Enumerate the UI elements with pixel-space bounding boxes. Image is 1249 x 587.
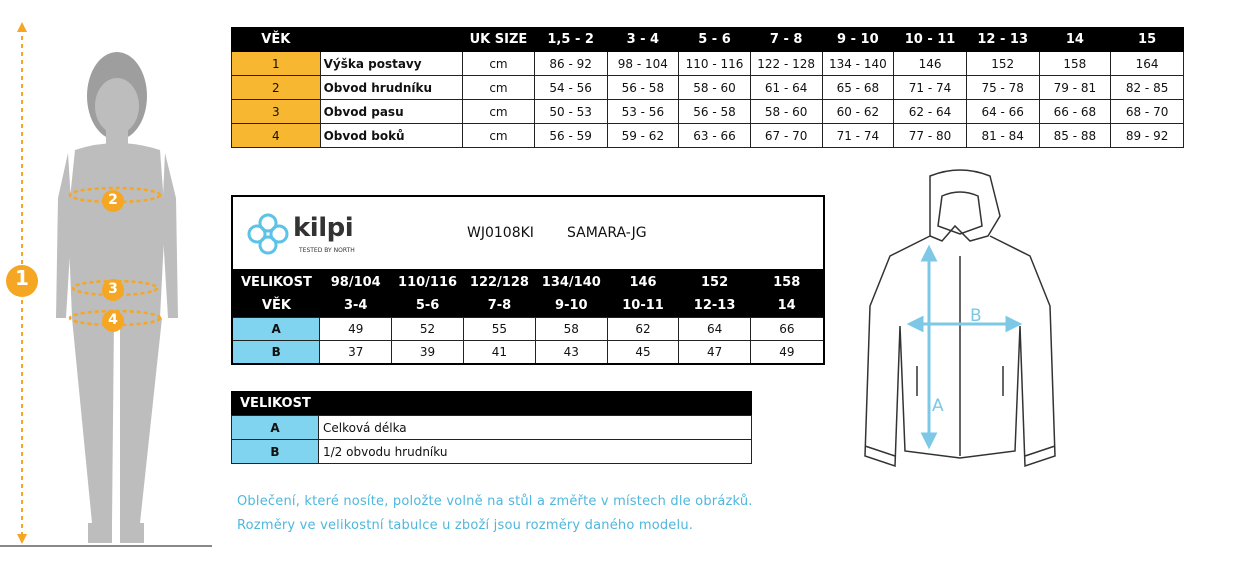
table-row: B 37 39 41 43 45 47 49: [232, 341, 824, 365]
note-line-1: Oblečení, které nosíte, položte volně na stůl a změřte v místech dle obrázků.: [237, 494, 753, 509]
legend-title: VELIKOST: [232, 392, 752, 416]
product-header: [231, 195, 825, 271]
product-code: WJ0108KI: [467, 225, 534, 241]
header-uk-size: UK SIZE: [463, 28, 535, 52]
table-row: 3 Obvod pasu cm 50 - 53 53 - 56 56 - 58 58 - 60 60 - 62 62 - 64 64 - 66 66 - 68 68 - 70: [232, 100, 1184, 124]
jacket-illustration: [860, 166, 1060, 478]
jacket-label-b: B: [970, 306, 982, 326]
legend-table: [231, 391, 752, 464]
marker-3: 3: [108, 281, 118, 297]
velikost-label: VELIKOST: [232, 270, 320, 294]
brand-name: kilpi: [293, 213, 354, 243]
marker-1: 1: [15, 266, 29, 290]
brand-tagline: TESTED BY NORTH: [299, 247, 355, 254]
table-row: 2 Obvod hrudníku cm 54 - 56 56 - 58 58 - 60 61 - 64 65 - 68 71 - 74 75 - 78 79 - 81 82 - 85: [232, 76, 1184, 100]
jacket-label-a: A: [932, 396, 944, 416]
header-vek: VĚK: [232, 28, 321, 52]
marker-2: 2: [108, 192, 118, 208]
table-row: A Celková délka: [232, 416, 752, 440]
table-row: B 1/2 obvodu hrudníku: [232, 440, 752, 464]
table-row: A 49 52 55 58 62 64 66: [232, 318, 824, 341]
size-table-header: VĚK UK SIZE 1,5 - 2 3 - 4 5 - 6 7 - 8 9 - 10 10 - 11 12 - 13 14 15: [232, 28, 1184, 52]
marker-4: 4: [108, 312, 118, 328]
product-name: SAMARA-JG: [567, 225, 647, 241]
note-line-2: Rozměry ve velikostní tabulce u zboží jsou rozměry daného modelu.: [237, 518, 694, 533]
size-table: [231, 27, 1184, 148]
kilpi-logo-icon: [245, 211, 291, 257]
table-row: 1 Výška postavy cm 86 - 92 98 - 104 110 - 116 122 - 128 134 - 140 146 152 158 164: [232, 52, 1184, 76]
table-row: 4 Obvod boků cm 56 - 59 59 - 62 63 - 66 67 - 70 71 - 74 77 - 80 81 - 84 85 - 88 89 - 92: [232, 124, 1184, 148]
product-size-table: VELIKOST 98/104 110/116 122/128 134/140 146 152 158 VĚK 3-4 5-6 7-8 9-10 10-11 12-13 14 A 49 52 55 58 62 64 66 B 37 39 41 43 45 47 49: [231, 269, 825, 365]
vek-label: VĚK: [232, 294, 320, 318]
